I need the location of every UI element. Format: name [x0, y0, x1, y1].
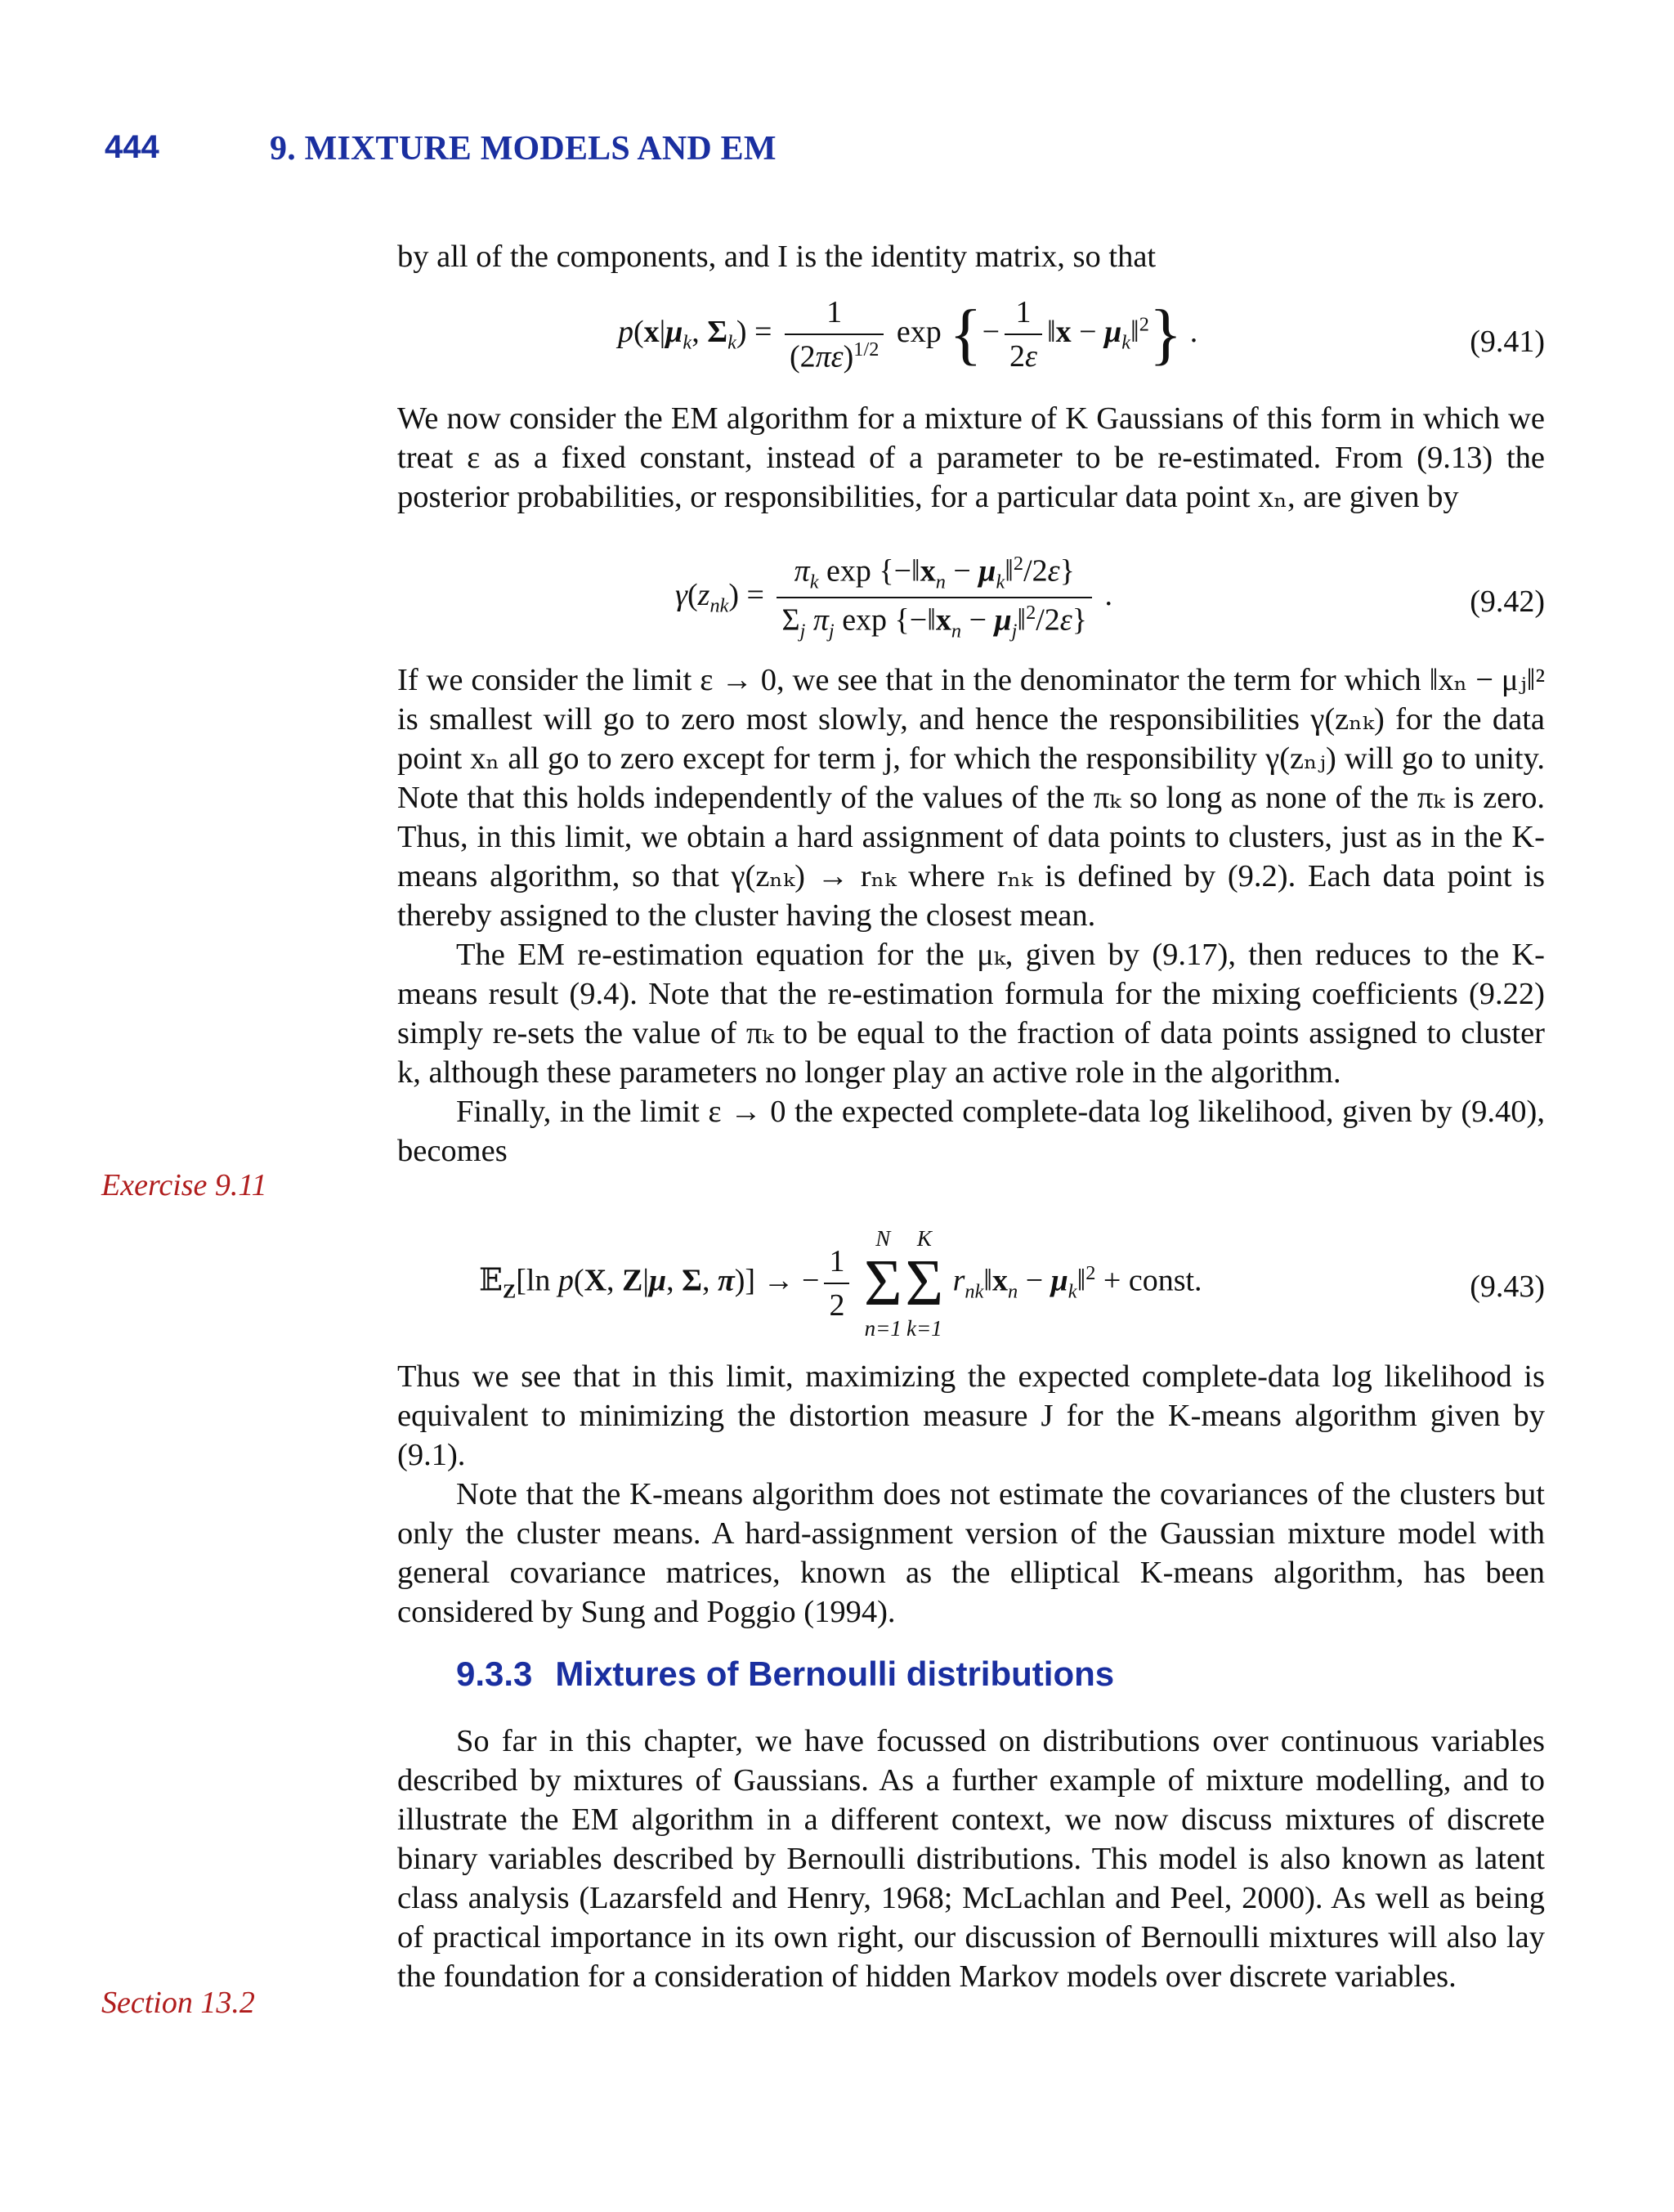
margin-note-exercise[interactable]: Exercise 9.11 [101, 1168, 267, 1202]
equation-9-41-formula: $p(x|\mu_k$, $\Sigma_k$) = $\frac{1}{(2\pi\varepsilon)^{1/2}}$ exp {− $\frac{1}{2\varepsilon}$ ‖x − $\mu_k‖^2$} . [618, 295, 1198, 374]
page-number: 444 [105, 129, 159, 165]
text-block-2 [397, 399, 1545, 517]
equation-number-9-41: (9.41) [1470, 325, 1545, 359]
equation-9-43-formula: 𝔼$_Z$[ln p(X, Z|μ, Σ, π)] → − $\frac{1}{2}$ N Σ n=1 K Σ k=1 $r_{nk}‖x_n$ − $\mu_k‖^2$ + const. [479, 1226, 1202, 1341]
margin-note-section[interactable]: Section 13.2 [101, 1986, 255, 2020]
paragraph-2: We now consider the EM algorithm for a mixture of K Gaussians of this form in which we treat ε as a fixed constant, instead of a parameter to be re-estimated. From (9.13) the posterior probabilities, or responsibilities, for a particular data point xₙ, are given by [397, 401, 1545, 514]
paragraph-1: by all of the components, and I is the identity matrix, so that [397, 240, 1157, 274]
equation-number-9-43: (9.43) [1470, 1269, 1545, 1304]
equation-9-43 [397, 1226, 1545, 1349]
section-heading [456, 1655, 1114, 1694]
chapter-title: 9. MIXTURE MODELS AND EM [270, 130, 777, 168]
paragraph-4: The EM re-estimation equation for the μₖ, given by (9.17), then reduces to the K-means result (9.4). Note that the re-estimation formula for the mixing coefficients (9.22) simply re-sets the value of πₖ to be equal to the fraction of data points assigned to cluster k, although these parameters no longer play an active role in the algorithm. [397, 938, 1545, 1090]
text-block-5 [397, 1722, 1545, 1996]
text-block-3 [397, 660, 1545, 1171]
section-number: 9.3.3 [456, 1655, 533, 1693]
equation-9-42 [397, 553, 1545, 651]
paragraph-8: So far in this chapter, we have focussed on distributions over continuous variables described by mixtures of Gaussians. As a further example of mixture modelling, and to illustrate the EM algorithm in a different context, we now discuss mixtures of discrete binary variables described by Bernoulli distributions. This model is also known as latent class analysis (Lazarsfeld and Henry, 1968; McLachlan and Peel, 2000). As well as being of practical importance in its own right, our discussion of Bernoulli mixtures will also lay the foundation for a consideration of hidden Markov models over discrete variables. [397, 1724, 1545, 1994]
equation-9-42-formula: $\gamma(z_{nk})$ = $\frac{\pi_k \exp \{-‖x_n - \mu_k‖^2/2\varepsilon\}}{\Sigma_j \pi_j \exp \{-‖x_n - \mu_j‖^2/2\varepsilon\}}$ . [675, 553, 1113, 643]
section-title: Mixtures of Bernoulli distributions [555, 1655, 1115, 1693]
paragraph-3: If we consider the limit ε → 0, we see that in the denominator the term for which ‖xₙ − μⱼ‖² is smallest will go to zero most slowly, and hence the responsibilities γ(zₙₖ) for the data point xₙ all go to zero except for term j, for which the responsibility γ(zₙⱼ) will go to unity. Note that this holds independently of the values of the πₖ so long as none of the πₖ is zero. Thus, in this limit, we obtain a hard assignment of data points to clusters, just as in the K-means algorithm, so that γ(zₙₖ) → rₙₖ where rₙₖ is defined by (9.2). Each data point is thereby assigned to the cluster having the closest mean. [397, 663, 1545, 933]
paragraph-6: Thus we see that in this limit, maximizing the expected complete-data log likelihood is equivalent to minimizing the distortion measure J for the K-means algorithm given by (9.1). [397, 1359, 1545, 1472]
equation-9-41 [397, 294, 1545, 384]
text-block-1 [397, 237, 1545, 276]
text-block-4 [397, 1357, 1545, 1632]
paragraph-7: Note that the K-means algorithm does not estimate the covariances of the clusters but only the cluster means. A hard-assignment version of the Gaussian mixture model with general covariance matrices, known as the elliptical K-means algorithm, has been considered by Sung and Poggio (1994). [397, 1477, 1545, 1629]
equation-number-9-42: (9.42) [1470, 584, 1545, 619]
paragraph-5: Finally, in the limit ε → 0 the expected complete-data log likelihood, given by (9.40), becomes [397, 1095, 1545, 1168]
